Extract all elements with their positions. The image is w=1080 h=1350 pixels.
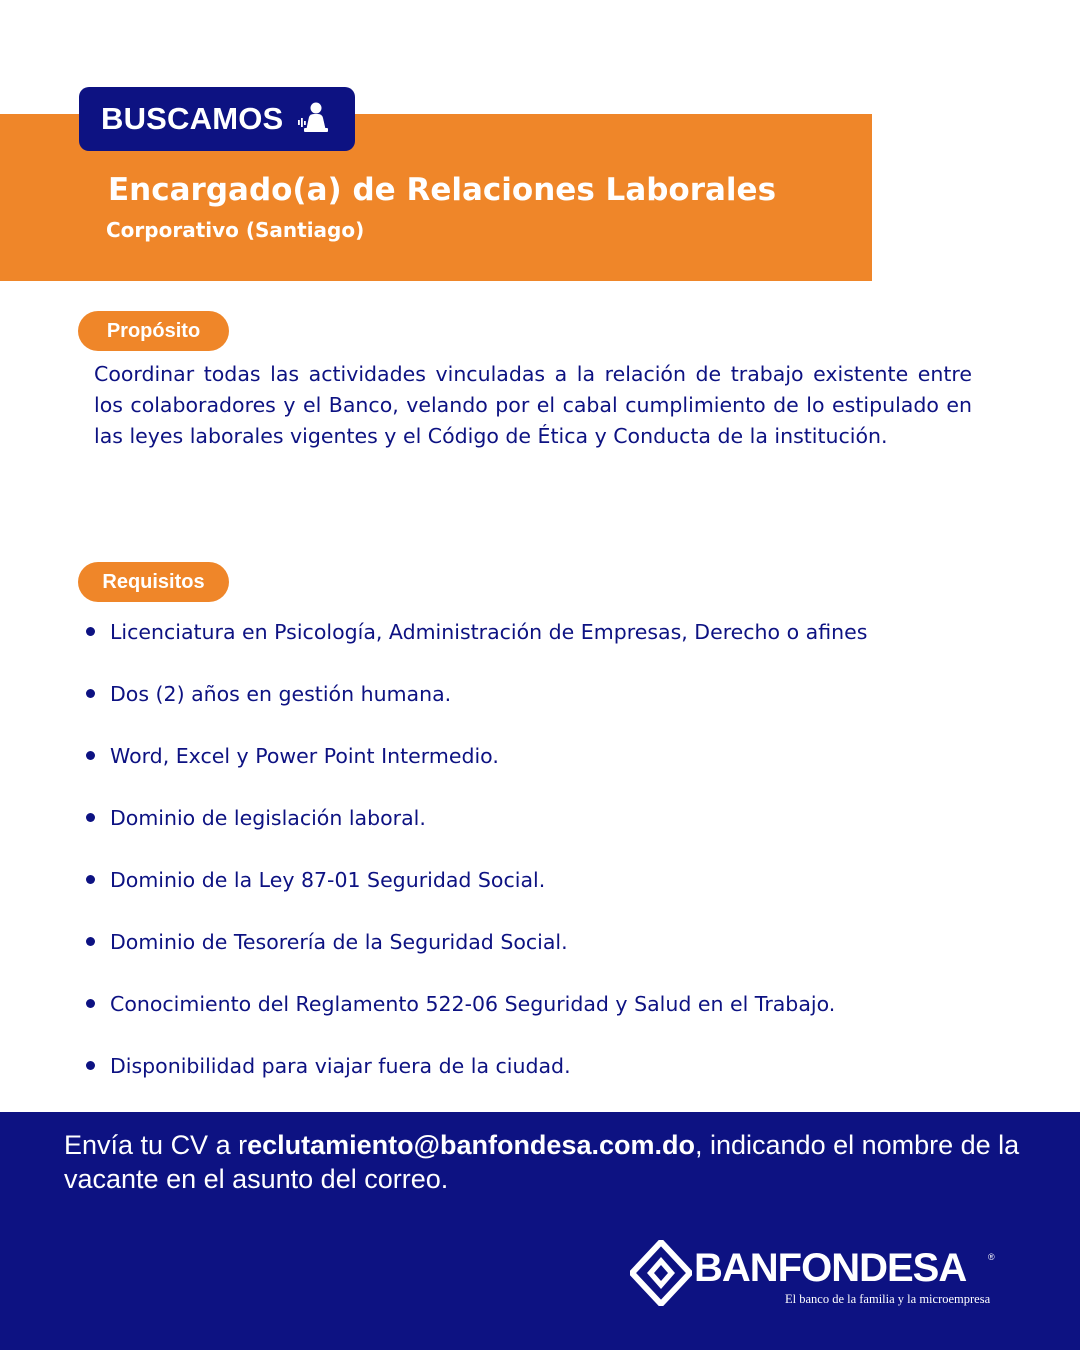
footer-text-before: Envía tu CV a r [64, 1130, 248, 1160]
requirement-item [110, 862, 867, 924]
requirement-text: Dominio de Tesorería de la Seguridad Social. [110, 930, 568, 954]
banfondesa-diamond-logo-icon [630, 1240, 692, 1306]
requirement-item [110, 1048, 867, 1110]
banfondesa-logo [630, 1240, 1010, 1310]
purpose-text: Coordinar todas las actividades vinculadas a la relación de trabajo existente entre los colaboradores y el Banco, velando por el cabal cumplimiento de lo estipulado en las leyes laborales vigentes y el Código de Ética y Conducta de la institución. [94, 362, 972, 448]
bullet-icon [86, 1061, 95, 1070]
requirement-text: Conocimiento del Reglamento 522-06 Seguridad y Salud en el Trabajo. [110, 992, 836, 1016]
requirement-item [110, 738, 867, 800]
requirement-text: Licenciatura en Psicología, Administración de Empresas, Derecho o afines [110, 620, 868, 644]
requirements-label: Requisitos [78, 562, 229, 602]
footer-text-after: , indicando el nombre de la vacante en el asunto del correo. [64, 1130, 1020, 1194]
banfondesa-wordmark: BANFONDESA [694, 1246, 967, 1290]
requirement-item [110, 800, 867, 862]
bullet-icon [86, 875, 95, 884]
buscamos-label: BUSCAMOS [101, 101, 284, 136]
bullet-icon [86, 937, 95, 946]
bullet-icon [86, 751, 95, 760]
requirements-list [110, 614, 867, 1110]
requirement-item [110, 924, 867, 986]
requirement-item [110, 986, 867, 1048]
job-location: Corporativo (Santiago) [106, 218, 365, 242]
requirement-text: Dominio de la Ley 87-01 Seguridad Social. [110, 868, 546, 892]
requirement-text: Dos (2) años en gestión humana. [110, 682, 452, 706]
buscamos-tag [79, 87, 355, 151]
bullet-icon [86, 999, 95, 1008]
footer [0, 1112, 1080, 1350]
requirement-text: Word, Excel y Power Point Intermedio. [110, 744, 499, 768]
job-title: Encargado(a) de Relaciones Laborales [108, 172, 777, 208]
person-at-desk-icon [295, 101, 331, 137]
requirement-text: Disponibilidad para viajar fuera de la ciudad. [110, 1054, 571, 1078]
bullet-icon [86, 689, 95, 698]
requirement-item [110, 676, 867, 738]
bullet-icon [86, 627, 95, 636]
requirement-text: Dominio de legislación laboral. [110, 806, 426, 830]
requirement-item [110, 614, 867, 676]
logo-tagline: El banco de la familia y la microempresa [785, 1292, 991, 1306]
registered-mark: ® [988, 1252, 995, 1262]
recruitment-email-link[interactable]: eclutamiento@banfondesa.com.do [247, 1130, 695, 1160]
footer-instructions [64, 1128, 1024, 1196]
bullet-icon [86, 813, 95, 822]
purpose-label: Propósito [78, 311, 229, 351]
